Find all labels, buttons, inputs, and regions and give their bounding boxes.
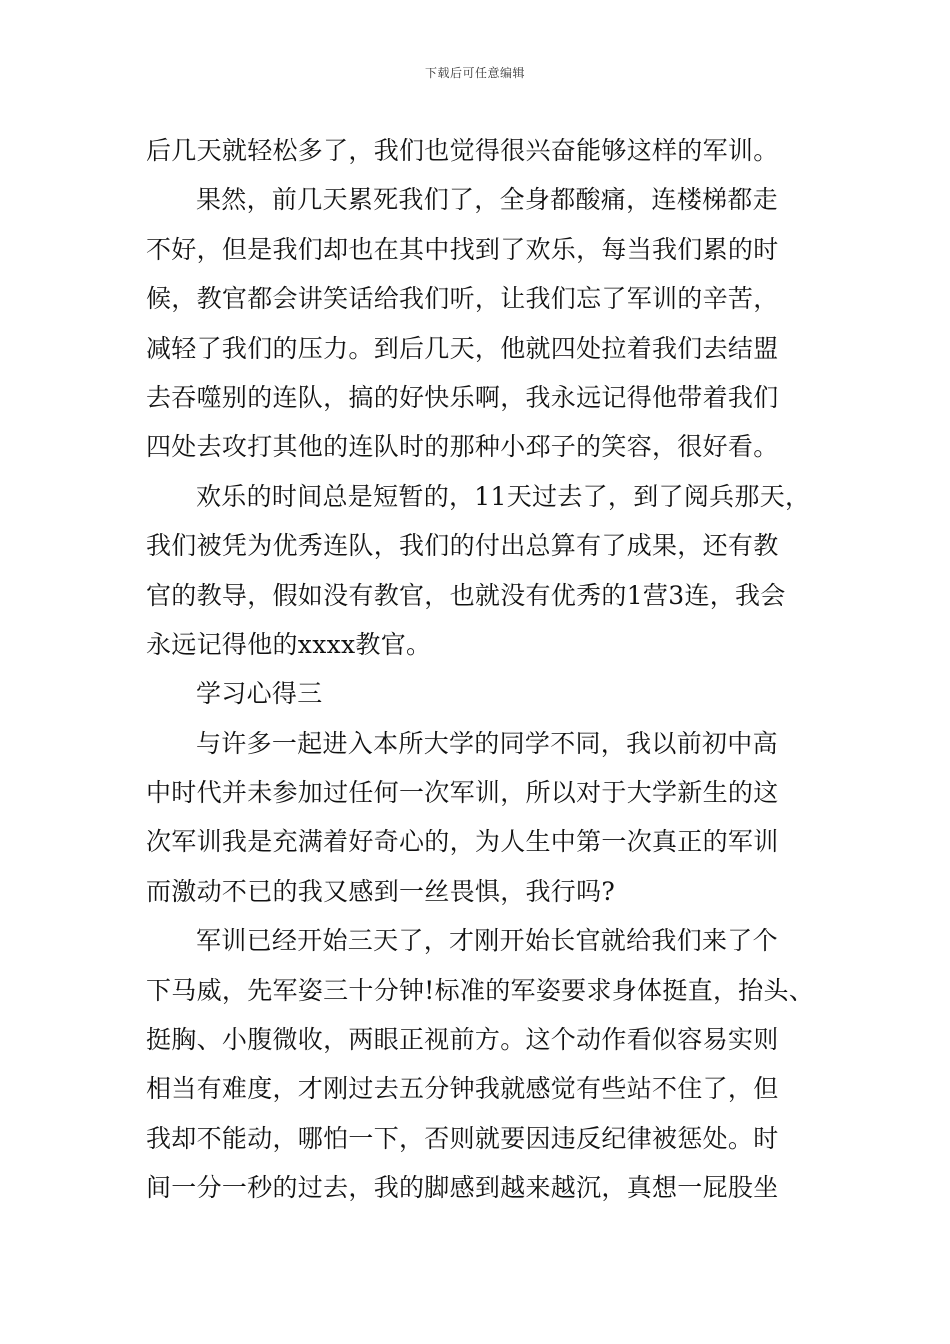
text-line: 后几天就轻松多了，我们也觉得很兴奋能够这样的军训。 (146, 136, 779, 165)
text-line: 挺胸、小腹微收，两眼正视前方。这个动作看似容易实则 (146, 1025, 779, 1055)
text-line: 下马威，先军姿三十分钟!标准的军姿要求身体挺直，抬头、 (146, 975, 815, 1005)
text-line: 军训已经开始三天了，才刚开始长官就给我们来了个 (196, 926, 778, 956)
document-body (146, 126, 816, 1213)
text-line: 我们被凭为优秀连队，我们的付出总算有了成果，还有教 (146, 531, 779, 561)
text-line: 果然，前几天累死我们了，全身都酸痛，连楼梯都走 (196, 185, 778, 215)
text-line: 与许多一起进入本所大学的同学不同，我以前初中高 (196, 728, 778, 758)
text-line: 我却不能动，哪怕一下，否则就要因违反纪律被惩处。时 (146, 1123, 779, 1153)
text-line: 不好，但是我们却也在其中找到了欢乐，每当我们累的时 (146, 234, 779, 264)
text-line: 而激动不已的我又感到一丝畏惧，我行吗? (146, 876, 616, 906)
text-line: 相当有难度，才刚过去五分钟我就感觉有些站不住了，但 (146, 1074, 779, 1104)
text-line: 永远记得他的xxxx教官。 (146, 629, 432, 659)
text-line: 减轻了我们的压力。到后几天，他就四处拉着我们去结盟 (146, 333, 779, 363)
text-line: 中时代并未参加过任何一次军训，所以对于大学新生的这 (146, 778, 779, 808)
text-line: 欢乐的时间总是短暂的，11天过去了，到了阅兵那天， (196, 481, 811, 511)
section-heading: 学习心得三 (196, 679, 323, 709)
text-line: 四处去攻打其他的连队时的那种小邳子的笑容，很好看。 (146, 432, 779, 462)
text-line: 间一分一秒的过去，我的脚感到越来越沉，真想一屁股坐 (146, 1173, 779, 1203)
text-line: 次军训我是充满着好奇心的，为人生中第一次真正的军训 (146, 827, 779, 857)
text-line: 去吞噬别的连队，搞的好快乐啊，我永远记得他带着我们 (146, 382, 779, 412)
text-line: 候，教官都会讲笑话给我们听，让我们忘了军训的辛苦， (146, 284, 779, 314)
text-line: 官的教导，假如没有教官，也就没有优秀的1营3连，我会 (146, 580, 786, 610)
page-header: 下载后可任意编辑 (424, 66, 525, 80)
